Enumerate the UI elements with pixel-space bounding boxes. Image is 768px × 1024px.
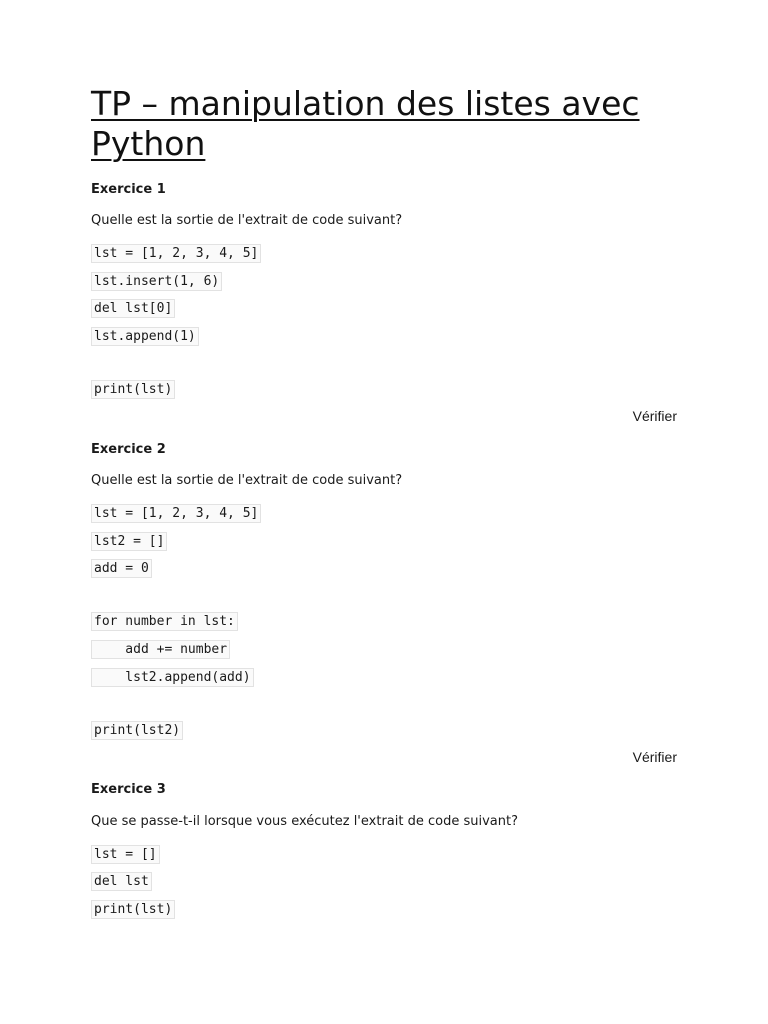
verify-button-exercise-1[interactable]: Vérifier	[632, 408, 677, 424]
exercise-1-code-line: lst = [1, 2, 3, 4, 5]	[91, 244, 261, 263]
exercise-1-heading: Exercice 1	[91, 182, 166, 197]
exercise-3-heading: Exercice 3	[91, 782, 166, 797]
exercise-1-code-line: del lst[0]	[91, 299, 175, 318]
exercise-2-code-line: add = 0	[91, 559, 152, 578]
exercise-3-question: Que se passe-t-il lorsque vous exécutez l'extrait de code suivant?	[91, 814, 518, 829]
exercise-3-code-line: del lst	[91, 872, 152, 891]
exercise-2-code-line: lst2.append(add)	[91, 668, 254, 687]
page-title: TP – manipulation des listes avec Python	[91, 84, 640, 163]
exercise-1-question: Quelle est la sortie de l'extrait de code suivant?	[91, 213, 403, 228]
exercise-2-code-line: lst2 = []	[91, 532, 167, 551]
exercise-3-code-line: print(lst)	[91, 900, 175, 919]
exercise-1-code-line: lst.append(1)	[91, 327, 199, 346]
exercise-2-code-line: for number in lst:	[91, 612, 238, 631]
verify-button-exercise-2[interactable]: Vérifier	[632, 749, 677, 765]
exercise-2-question: Quelle est la sortie de l'extrait de code suivant?	[91, 473, 403, 488]
exercise-3-code-line: lst = []	[91, 845, 160, 864]
exercise-2-code-line: print(lst2)	[91, 721, 183, 740]
exercise-1-code-line: lst.insert(1, 6)	[91, 272, 222, 291]
exercise-2-code-line: lst = [1, 2, 3, 4, 5]	[91, 504, 261, 523]
exercise-2-heading: Exercice 2	[91, 442, 166, 457]
exercise-1-code-line: print(lst)	[91, 380, 175, 399]
exercise-2-code-line: add += number	[91, 640, 230, 659]
